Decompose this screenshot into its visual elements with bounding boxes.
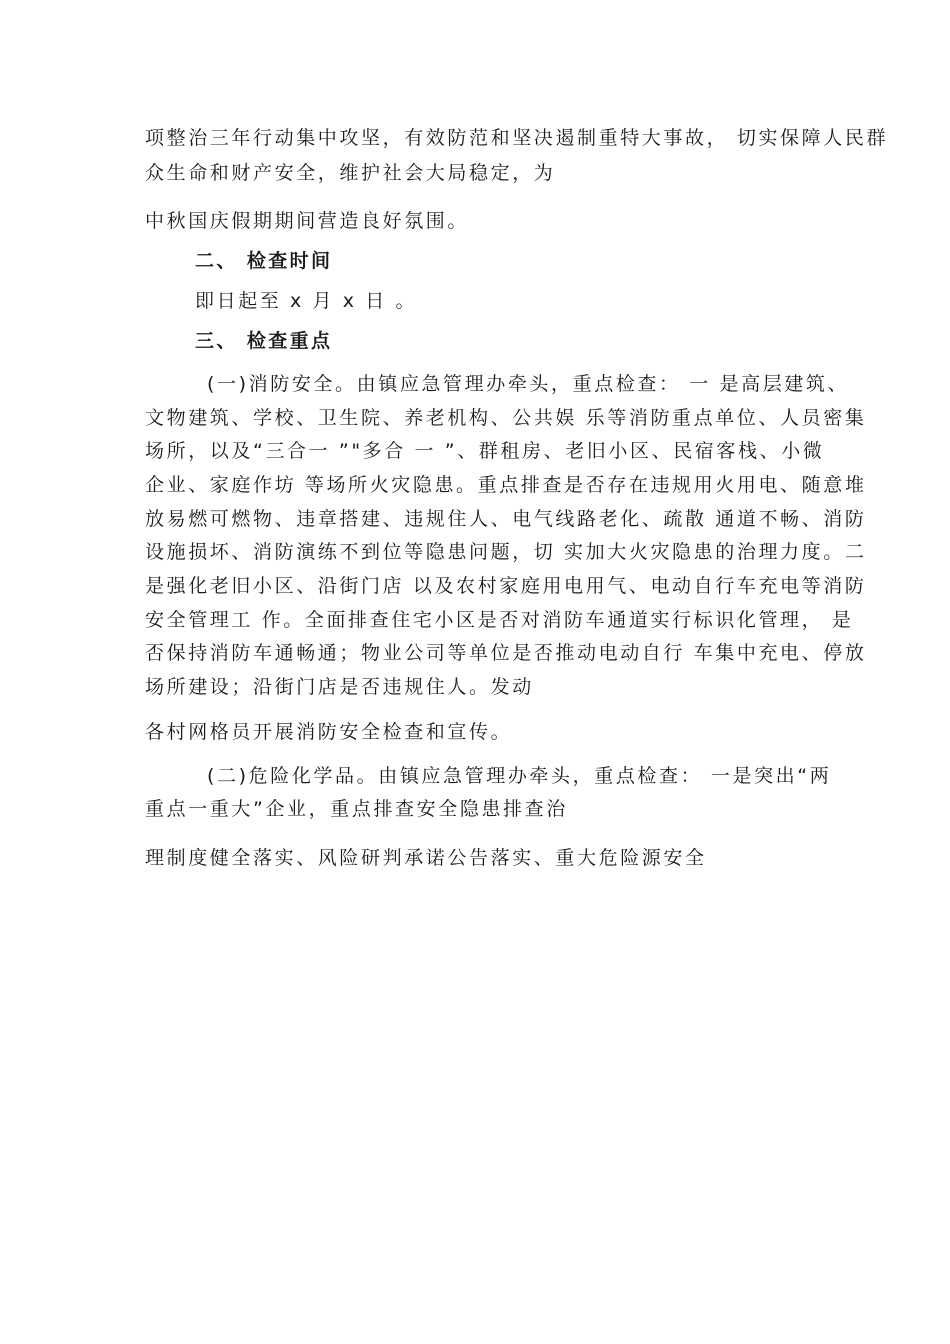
section-2-body: 即日起至 x 月 x 日 。	[195, 290, 418, 312]
item-1-line-11: 各村网格员开展消防安全检查和宣传。	[145, 721, 513, 743]
item-1-line-5: 放易燃可燃物、违章搭建、违规住人、电气线路老化、疏散 通道不畅、消防	[145, 508, 867, 530]
item-1-line-9: 否保持消防车通畅通；物业公司等单位是否推动电动自行 车集中充电、停放	[145, 642, 867, 664]
item-1-line-8: 安全管理工 作。全面排查住宅小区是否对消防车通道实行标识化管理， 是	[145, 609, 854, 631]
section-2-heading: 二、 检查时间	[195, 250, 333, 272]
section-3-heading: 三、 检查重点	[195, 330, 333, 352]
item-1-line-6: 设施损坏、消防演练不到位等隐患问题，切 实加大火灾隐患的治理力度。二	[145, 541, 867, 563]
item-2-line-3: 理制度健全落实、风险研判承诺公告落实、重大危险源安全	[145, 847, 707, 869]
item-1-line-2: 文物建筑、学校、卫生院、养老机构、公共娱 乐等消防重点单位、人员密集	[145, 407, 867, 429]
intro-line-3: 中秋国庆假期期间营造良好氛围。	[145, 210, 470, 232]
item-2-line-1: (二)危险化学品。由镇应急管理办牵头，重点检查： 一是突出“两	[207, 765, 832, 787]
item-1-line-3: 场所，以及“三合一 ”"多合 一 ”、群租房、老旧小区、民宿客栈、小微	[145, 440, 825, 462]
item-2-line-2: 重点一重大”企业，重点排查安全隐患排查治	[145, 798, 568, 820]
item-1-line-4: 企业、家庭作坊 等场所火灾隐患。重点排查是否存在违规用火用电、随意堆	[145, 474, 867, 496]
item-1-line-1: (一)消防安全。由镇应急管理办牵头，重点检查： 一 是高层建筑、	[207, 373, 850, 395]
item-1-line-10: 场所建设；沿街门店是否违规住人。发动	[145, 676, 534, 698]
intro-line-2: 众生命和财产安全，维护社会大局稳定，为	[145, 162, 556, 184]
item-1-line-7: 是强化老旧小区、沿街门店 以及农村家庭用电用气、电动自行车充电等消防	[145, 575, 867, 597]
intro-line-1: 项整治三年行动集中攻坚，有效防范和坚决遏制重特大事故， 切实保障人民群	[145, 127, 889, 149]
